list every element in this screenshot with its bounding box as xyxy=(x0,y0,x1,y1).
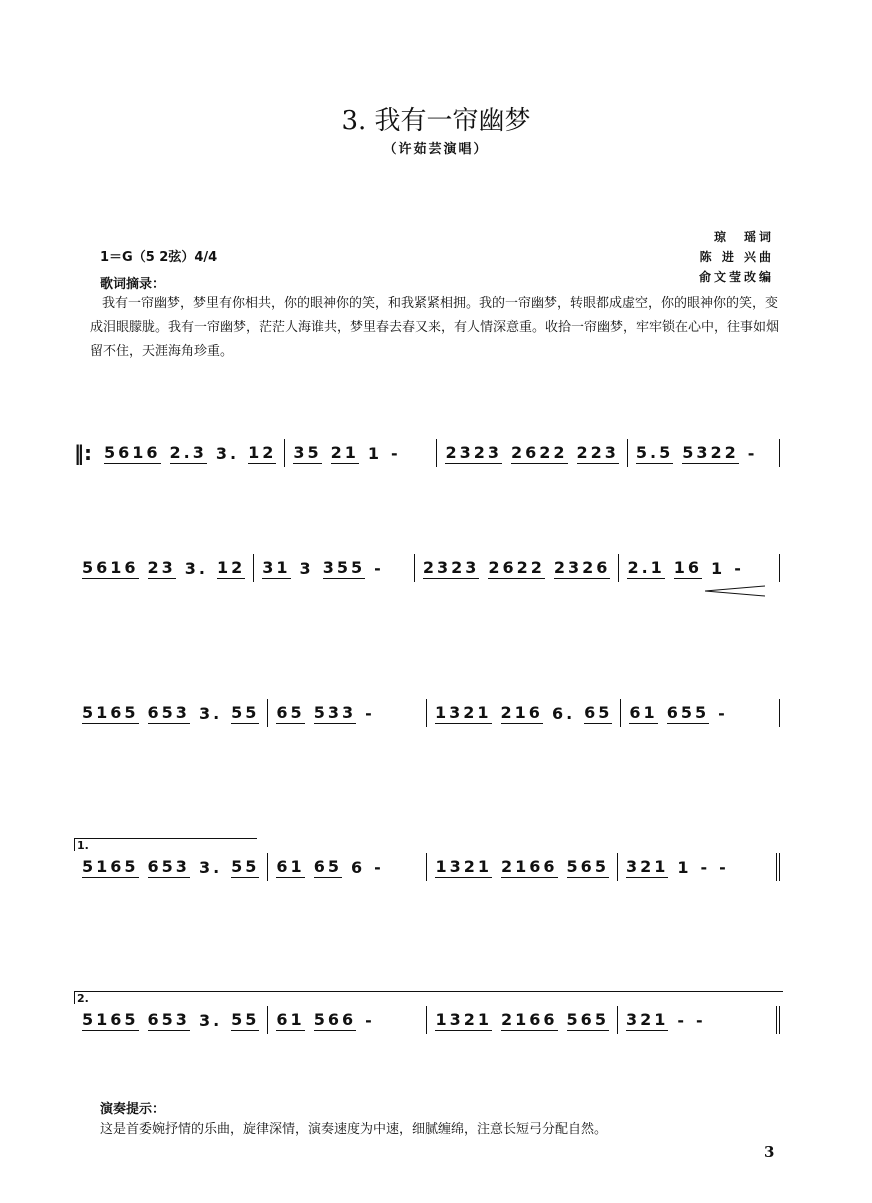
tips-text: 这是首委婉抒情的乐曲，旋律深情，演奏速度为中速，细腻缠绵，注意长短弓分配自然。 xyxy=(100,1122,608,1137)
volta-bracket: 1. xyxy=(74,838,257,851)
measure xyxy=(268,699,427,727)
dash-note: - xyxy=(374,857,384,877)
note-group: 2166 xyxy=(501,1009,558,1029)
note-group: 5165 xyxy=(82,856,139,876)
measure xyxy=(74,853,268,881)
dash-note: - xyxy=(365,703,375,723)
note-group: 65 xyxy=(276,702,305,722)
note-group: 5616 xyxy=(104,442,161,462)
repeat-start-sign: ‖: xyxy=(74,441,92,465)
note-group: 653 xyxy=(147,702,190,722)
dash-note: - xyxy=(747,443,758,463)
note-group: 55 xyxy=(231,1009,260,1029)
note-group: 653 xyxy=(147,856,190,876)
note-group: 355 xyxy=(322,557,366,577)
note-group: 653 xyxy=(147,1009,190,1029)
measure xyxy=(618,853,780,881)
credits xyxy=(699,227,774,287)
note-group: 5616 xyxy=(82,557,139,577)
measure xyxy=(427,1006,617,1034)
measure xyxy=(628,439,780,467)
note-group: 2.3 xyxy=(169,442,207,462)
note-group: 5.5 xyxy=(635,442,674,462)
song-title: 3. 我有一帘幽梦 xyxy=(341,106,531,136)
dash-note: - xyxy=(374,558,384,578)
staff-line xyxy=(74,698,780,728)
dash-note: - xyxy=(719,857,729,877)
note-group: 3. xyxy=(184,558,209,578)
measure xyxy=(621,699,780,727)
note-group: 61 xyxy=(276,1009,305,1029)
note-group: 2323 xyxy=(422,557,480,577)
measure xyxy=(427,853,617,881)
note-group: 3. xyxy=(198,857,223,877)
note-group: 565 xyxy=(566,1009,609,1029)
measure xyxy=(74,554,254,582)
measure xyxy=(268,1006,427,1034)
dash-note: - xyxy=(677,1010,687,1030)
measure xyxy=(427,699,621,727)
measure xyxy=(619,554,780,582)
note-group: 61 xyxy=(276,856,305,876)
staff-line xyxy=(74,438,780,468)
note-group: 1321 xyxy=(435,856,493,876)
dash-note: - xyxy=(718,703,728,723)
staff-line xyxy=(74,852,780,882)
measure xyxy=(415,554,620,582)
note-group: 35 xyxy=(293,442,322,462)
note-group: 65 xyxy=(584,702,613,722)
note-group: 655 xyxy=(666,702,710,722)
measure xyxy=(74,699,268,727)
note-group: 2166 xyxy=(501,856,558,876)
note-group: 1 xyxy=(367,443,383,463)
composer: 陈 进 兴曲 xyxy=(699,250,774,264)
volta-bracket: 2. xyxy=(74,991,783,1004)
note-group: 55 xyxy=(231,856,260,876)
note-group: 2.1 xyxy=(627,557,665,577)
staff-line xyxy=(74,553,780,583)
note-group: 321 xyxy=(625,1009,669,1029)
note-group: 1321 xyxy=(435,1009,493,1029)
dash-note: - xyxy=(391,443,401,463)
dash-note: - xyxy=(696,1010,706,1030)
page-number: 3 xyxy=(764,1143,775,1161)
note-group: 12 xyxy=(248,442,277,462)
note-group: 3 xyxy=(299,558,314,578)
note-group: 65 xyxy=(313,856,342,876)
note-group: 533 xyxy=(313,702,357,722)
crescendo-hairpin xyxy=(705,584,765,598)
note-group: 61 xyxy=(629,702,658,722)
arranger: 俞文莹改编 xyxy=(698,270,774,284)
note-group: 31 xyxy=(262,557,291,577)
note-group: 5322 xyxy=(682,442,739,462)
note-group: 2323 xyxy=(445,442,502,462)
note-group: 2622 xyxy=(510,442,568,462)
note-group: 3. xyxy=(215,443,240,463)
dash-note: - xyxy=(734,558,744,578)
note-group: 23 xyxy=(147,557,176,577)
note-group: 6 xyxy=(350,857,366,877)
note-group: 6. xyxy=(551,703,576,723)
note-group: 1 xyxy=(711,558,726,578)
dash-note: - xyxy=(700,857,711,877)
lyrics-text: 我有一帘幽梦，梦里有你相共，你的眼神你的笑，和我紧紧相拥。我的一帘幽梦，转眼都成虚空，你的眼神你的笑，变成泪眼朦胧。我有一帘幽梦，茫茫人海谁共，梦里春去春又来，有人情深意重。收拾一帘幽梦，牢牢锁在心中，往事如烟留不住，天涯海角珍重。 xyxy=(90,296,780,359)
note-group: 55 xyxy=(231,702,260,722)
note-group: 3. xyxy=(198,703,223,723)
measure xyxy=(618,1006,780,1034)
note-group: 5165 xyxy=(82,702,139,722)
performer-note: （许茹芸演唱） xyxy=(383,142,489,157)
lyricist: 琼 瑶词 xyxy=(713,230,774,244)
note-group: 12 xyxy=(217,557,246,577)
tips-heading: 演奏提示： xyxy=(100,1102,166,1117)
note-group: 1 xyxy=(677,857,692,877)
note-group: 566 xyxy=(313,1009,357,1029)
note-group: 2622 xyxy=(488,557,545,577)
measure xyxy=(254,554,415,582)
lyrics-heading: 歌词摘录： xyxy=(100,277,166,292)
note-group: 216 xyxy=(500,702,543,722)
note-group: 5165 xyxy=(82,1009,139,1029)
note-group: 2326 xyxy=(553,557,611,577)
measure xyxy=(268,853,427,881)
note-group: 1321 xyxy=(435,702,492,722)
measure xyxy=(74,1006,268,1034)
dash-note: - xyxy=(365,1010,375,1030)
note-group: 21 xyxy=(330,442,359,462)
note-group: 223 xyxy=(576,442,619,462)
note-group: 321 xyxy=(625,856,669,876)
note-group: 3. xyxy=(198,1010,223,1030)
measure xyxy=(437,439,627,467)
measure xyxy=(96,439,285,467)
note-group: 565 xyxy=(566,856,609,876)
staff-line xyxy=(74,1005,780,1035)
note-group: 16 xyxy=(673,557,703,577)
key-signature: 1＝G（5 2弦）4/4 xyxy=(100,250,218,265)
measure xyxy=(285,439,437,467)
